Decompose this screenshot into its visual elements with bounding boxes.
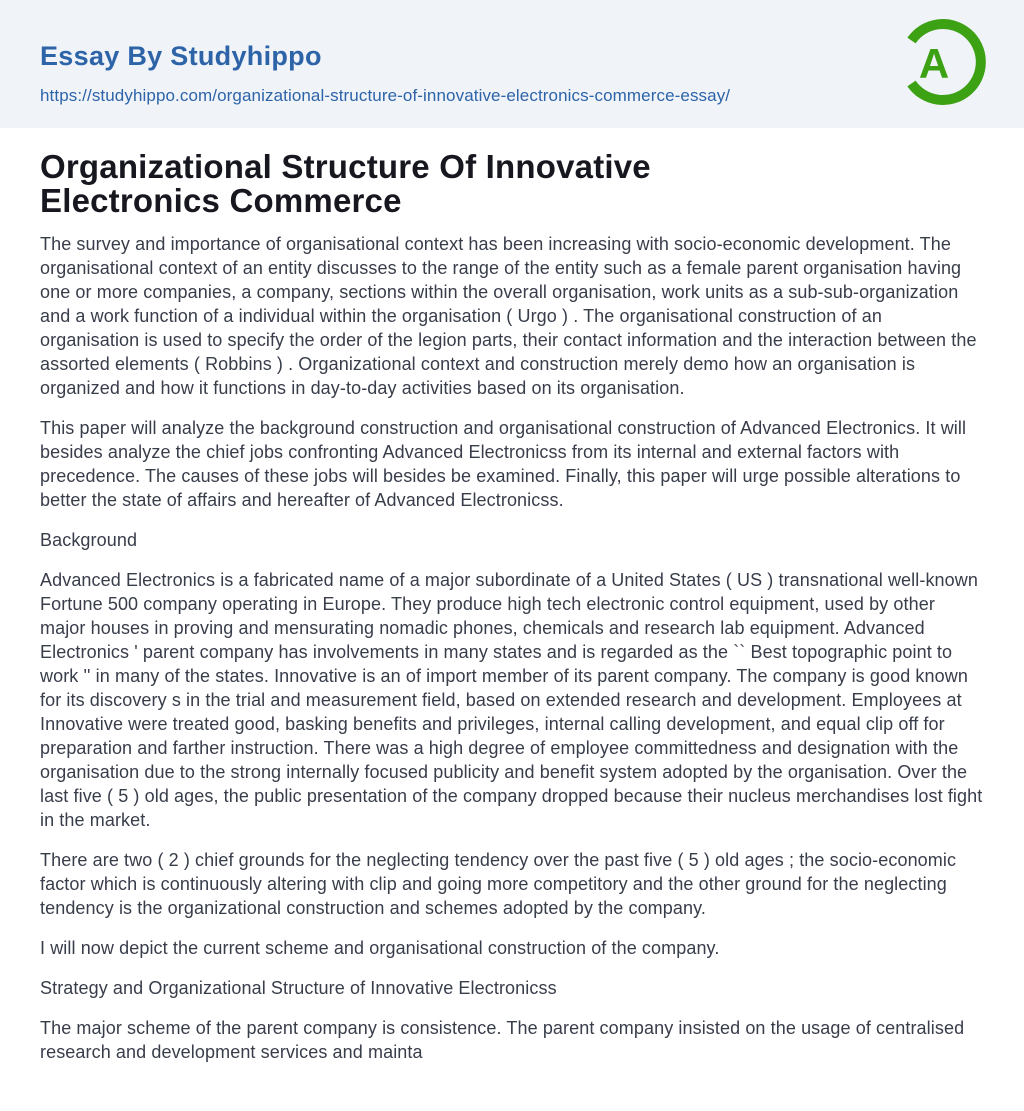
essay-paragraph: I will now depict the current scheme and organisational construction of the company. — [40, 938, 720, 958]
essay-paragraph: The major scheme of the parent company is consistence. The parent company insisted on the usage of centralised research and development services and mainta — [40, 1018, 965, 1062]
essay-title: Organizational Structure Of Innovative Electronics Commerce — [40, 148, 651, 219]
essay-url-link[interactable]: https://studyhippo.com/organizational-structure-of-innovative-electronics-commerce-essay/ — [40, 86, 731, 105]
essay-section-label: Strategy and Organizational Structure of Innovative Electronicss — [40, 978, 557, 998]
essay-paragraph: Advanced Electronics is a fabricated name of a major subordinate of a United States ( US ) transnational well-known Fortune 500 company operating in Europe. They produce high tech electronic control equipment, used by other major houses in proving and mensurating nomadic phones, chemicals and research lab equipment. Advanced Electronics ' parent company has involvements in many states and is regarded as the `` Best topographic point to work '' in many of the states. Innovative is an of import member of its parent company. The company is good known for its discovery s in the trial and measurement field, based on extended research and development. Employees at Innovative were treated good, basking benefits and privileges, internal calling development, and equal clip off for preparation and farther instruction. There was a high degree of employee committedness and designation with the organisation due to the strong internally focused publicity and benefit system adopted by the organisation. Over the last five ( 5 ) old ages, the public presentation of the company dropped because their nucleus merchandises lost fight in the market. — [40, 570, 983, 830]
essay-paragraph: The survey and importance of organisational context has been increasing with socio-economic development. The organisational context of an entity discusses to the range of the entity such as a female parent organisation having one or more companies, a company, sections within the overall organisation, work units as a sub-sub-organization and a work function of a individual within the organisation ( Urgo ) . The organisational construction of an organisation is used to specify the order of the legion parts, their contact information and the interaction between the assorted elements ( Robbins ) . Organizational context and construction merely demo how an organisation is organized and how it functions in day-to-day activities based on its organisation. — [40, 234, 977, 398]
site-title: Essay By Studyhippo — [40, 41, 322, 71]
logo-letter: A — [918, 40, 950, 87]
page-header — [0, 0, 1024, 128]
essay-paragraph: There are two ( 2 ) chief grounds for the neglecting tendency over the past five ( 5 ) old ages ; the socio-economic factor which is continuously altering with clip and going more competitory and the other ground for the neglecting tendency is the organizational construction and schemes adopted by the company. — [40, 850, 957, 918]
essay-section-label: Background — [40, 530, 138, 550]
logo-arc-icon — [894, 14, 990, 110]
essay-article — [0, 128, 1024, 1064]
studyhippo-logo — [894, 14, 990, 110]
essay-paragraph: This paper will analyze the background construction and organisational construction of Advanced Electronics. It will besides analyze the chief jobs confronting Advanced Electronicss from its internal and external factors with precedence. The causes of these jobs will besides be examined. Finally, this paper will urge possible alterations to better the state of affairs and hereafter of Advanced Electronicss. — [40, 418, 967, 510]
